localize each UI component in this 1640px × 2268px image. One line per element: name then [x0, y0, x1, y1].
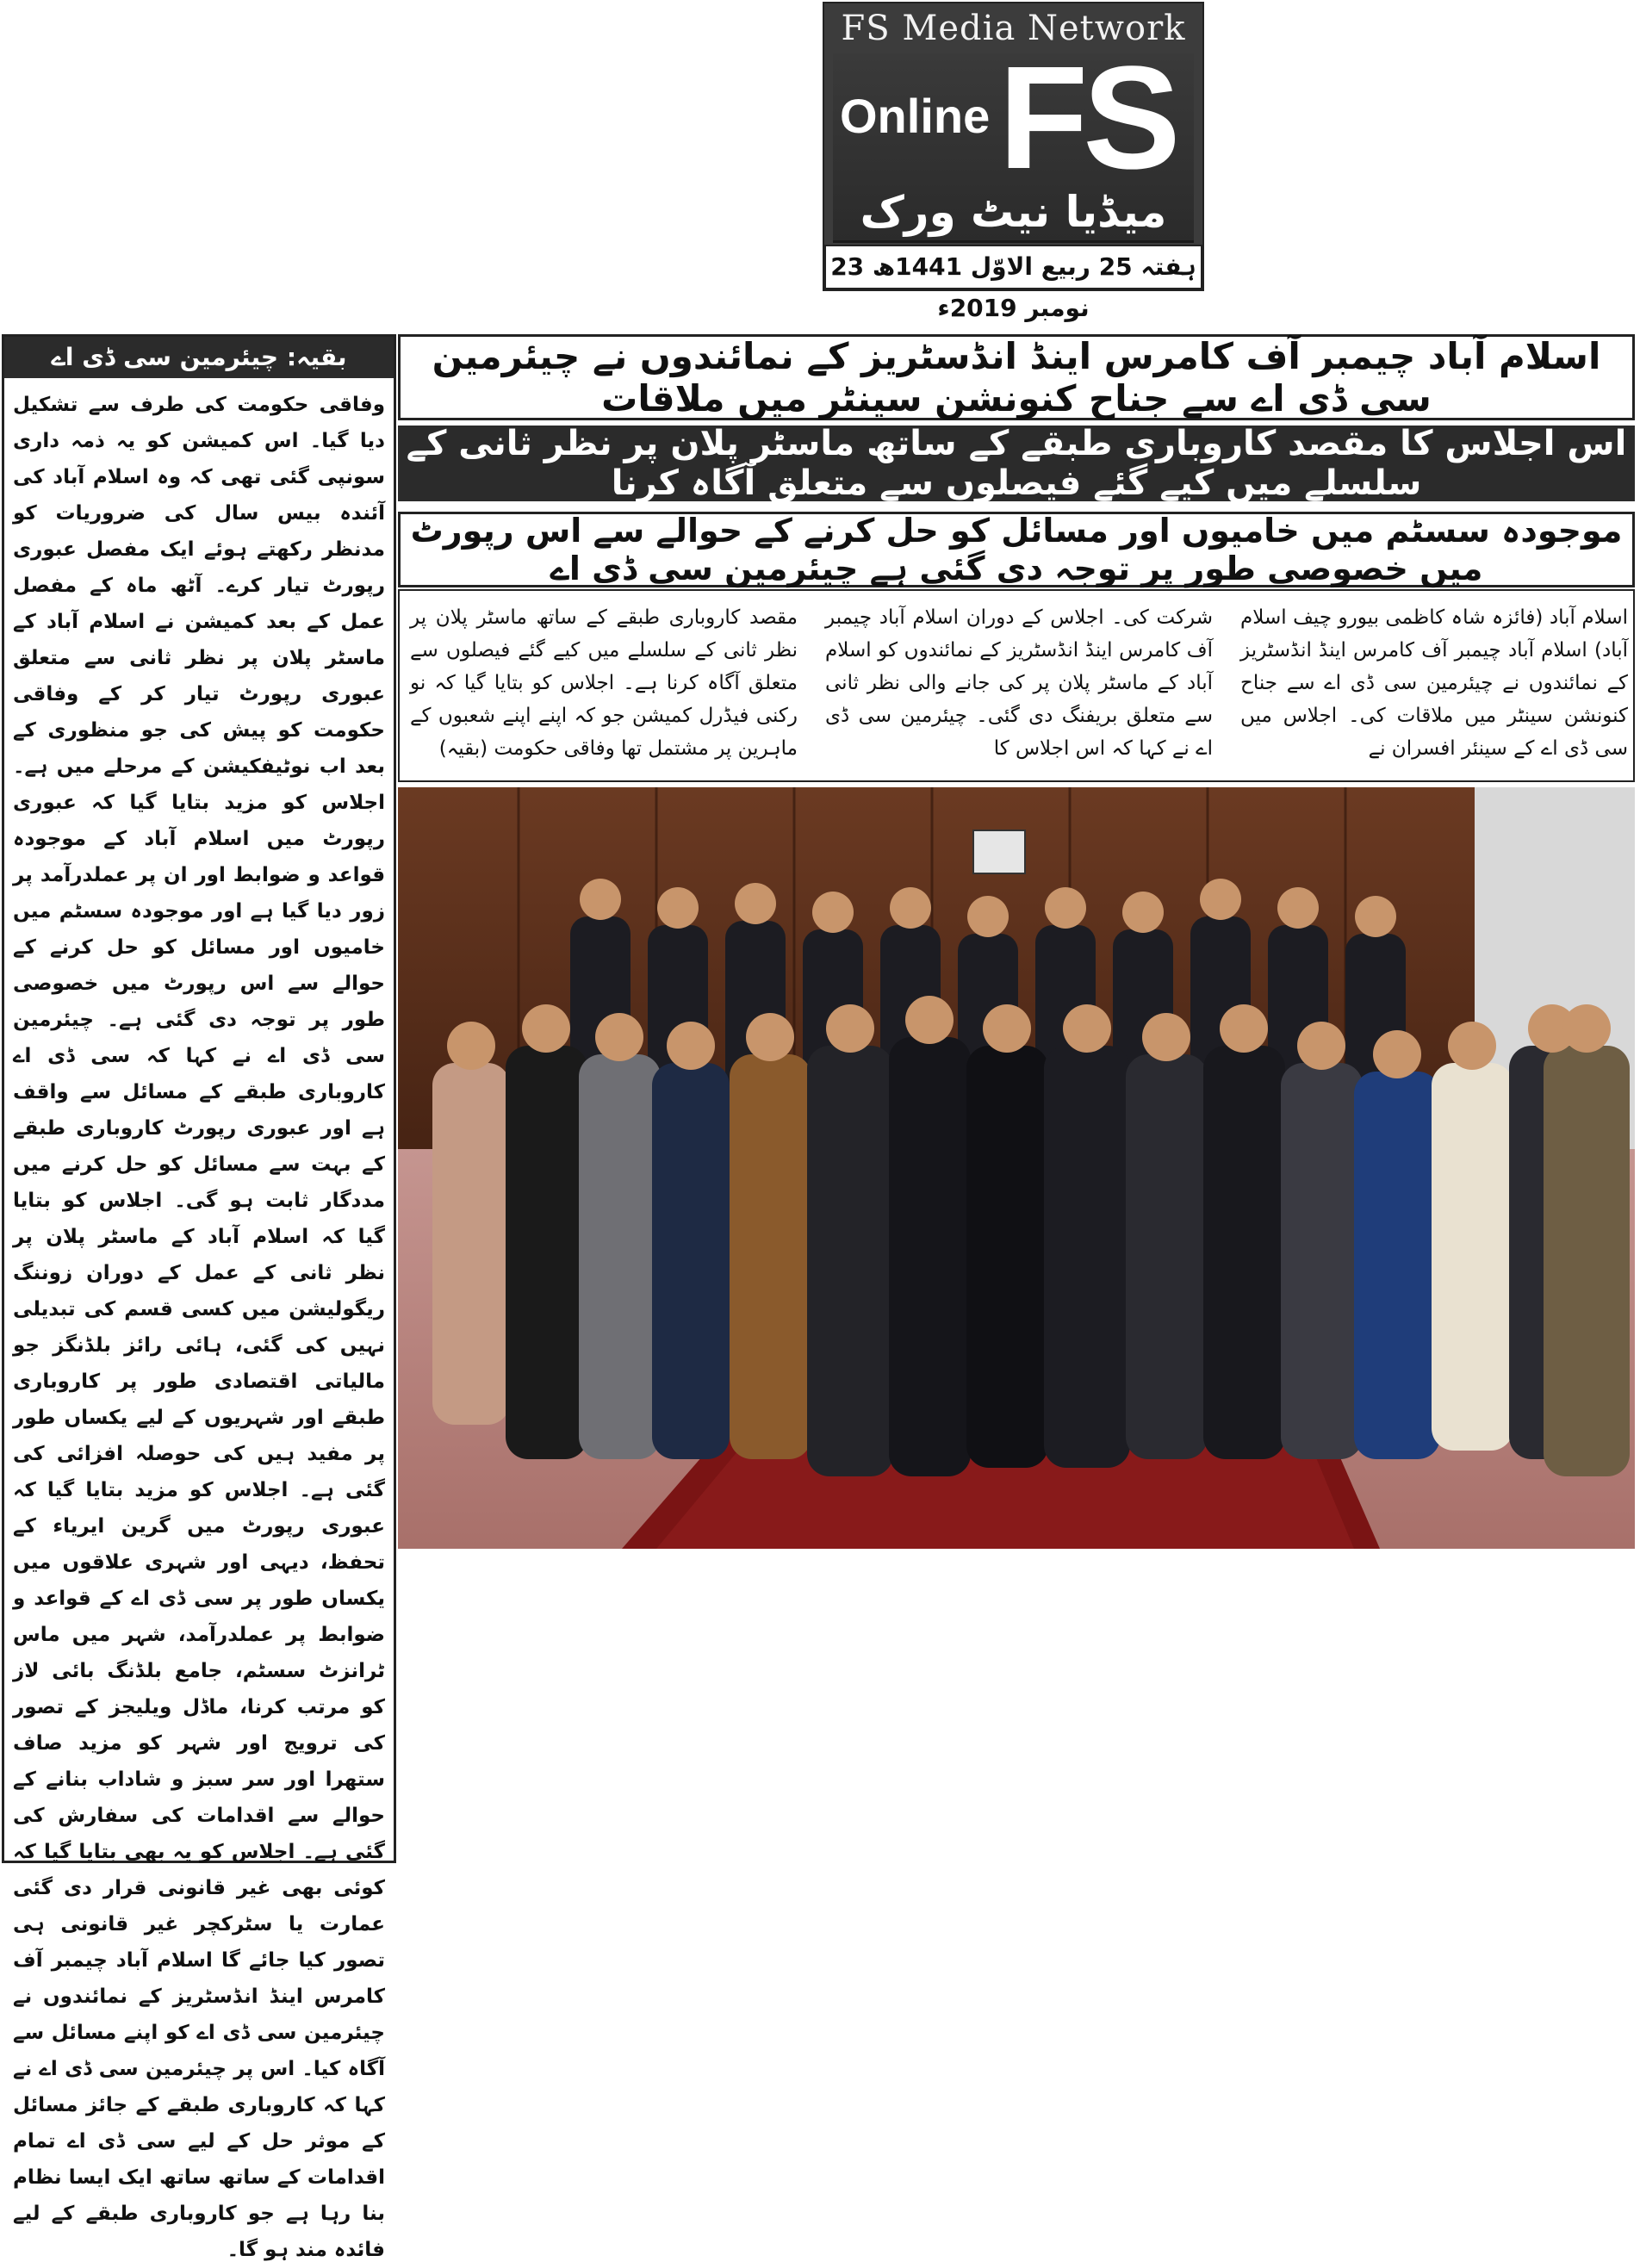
masthead: [823, 2, 1204, 322]
continuation-title: بقیہ: چیئرمین سی ڈی اے: [4, 337, 394, 378]
headline-main: اسلام آباد چیمبر آف کامرس اینڈ انڈسٹریز کے نمائندوں نے چیئرمین سی ڈی اے سے جناح کنونشن سینٹر میں ملاقات: [398, 334, 1635, 420]
headline-sub: اس اجلاس کا مقصد کاروباری طبقے کے ساتھ ماسٹر پلان پر نظر ثانی کے سلسلے میں کیے گئے فیصلوں سے متعلق آگاہ کرنا: [398, 426, 1635, 501]
masthead-fs-logo: FS: [998, 36, 1176, 200]
continuation-text: وفاقی حکومت کی طرف سے تشکیل دیا گیا۔ اس کمیشن کو یہ ذمہ داری سونپی گئی تھی کہ وہ اسلام آباد کی آئندہ بیس سال کی ضروریات کو مدنظر رکھتے ہوئے ایک مفصل عبوری رپورٹ تیار کرے۔ آٹھ ماہ کے مفصل عمل کے بعد کمیشن نے اسلام آباد کے ماسٹر پلان پر نظر ثانی سے متعلق عبوری رپورٹ تیار کر کے وفاقی حکومت کو پیش کی جو منظوری کے بعد اب نوٹیفکیشن کے مرحلے میں ہے۔ اجلاس کو مزید بتایا گیا کہ عبوری رپورٹ میں اسلام آباد کے موجودہ قواعد و ضوابط اور ان پر عملدرآمد پر زور دیا گیا ہے اور موجودہ سسٹم میں خامیوں اور مسائل کو حل کرنے کے حوالے سے اس رپورٹ میں خصوصی طور پر توجہ دی گئی ہے۔ چیئرمین سی ڈی اے نے کہا کہ سی ڈی اے کاروباری طبقے کے مسائل سے واقف ہے اور عبوری رپورٹ کاروباری طبقے کے بہت سے مسائل کو حل کرنے میں مددگار ثابت ہو گی۔ اجلاس کو بتایا گیا کہ اسلام آباد کے ماسٹر پلان پر نظر ثانی کے عمل کے دوران زوننگ ریگولیشن میں کسی قسم کی تبدیلی نہیں کی گئی، ہائی رائز بلڈنگز جو مالیاتی اقتصادی طور پر کاروباری طبقے اور شہریوں کے لیے یکساں طور پر مفید ہیں کی حوصلہ افزائی کی گئی ہے۔ اجلاس کو مزید بتایا گیا کہ عبوری رپورٹ میں گرین ایریاء کے تحفظ، دیہی اور شہری علاقوں میں یکساں طور پر سی ڈی اے کے قواعد و ضوابط پر عملدرآمد، شہر میں ماس ٹرانزٹ سسٹم، جامع بلڈنگ بائی لاز کو مرتب کرنا، ماڈل ویلیجز کے تصور کی ترویج اور شہر کو مزید صاف ستھرا اور سر سبز و شاداب بنانے کے حوالے سے اقدامات کی سفارش کی گئی ہے۔ اجلاس کو یہ بھی بتایا گیا کہ کوئی بھی غیر قانونی قرار دی گئی عمارت یا سٹرکچر غیر قانونی ہی تصور کیا جائے گا اسلام آباد چیمبر آف کامرس اینڈ انڈسٹریز کے نمائندوں نے چیئرمین سی ڈی اے کو اپنے مسائل سے آگاہ کیا۔ اس پر چیئرمین سی ڈی اے نے کہا کہ کاروباری طبقے کے جائز مسائل کے موثر حل کے لیے سی ڈی اے تمام اقدامات کے ساتھ ساتھ ایک ایسا نظام بنا رہا ہے جو کاروباری طبقے کے لیے فائدہ مند ہو گا۔: [13, 394, 385, 2261]
article-column-1: اسلام آباد (فائزہ شاہ کاظمی بیورو چیف اسلام آباد) اسلام آباد چیمبر آف کامرس اینڈ انڈسٹریز کے نمائندوں نے چیئرمین سی ڈی اے سے جناح کنونشن سینٹر میں ملاقات کی۔ اجلاس میں سی ڈی اے کے سینئر افسران نے: [1240, 606, 1628, 760]
group-photo-illustration: [398, 787, 1635, 1549]
article-column-2: شرکت کی۔ اجلاس کے دوران اسلام آباد چیمبر آف کامرس اینڈ انڈسٹریز کے نمائندوں کو اسلام آباد کے ماسٹر پلان پر کی جانے والی نظر ثانی سے متعلق بریفنگ دی گئی۔ چیئرمین سی ڈی اے نے کہا کہ اس اجلاس کا: [825, 606, 1213, 760]
masthead-urdu-name: میڈیا نیٹ ورک: [860, 187, 1167, 237]
headline-quote: موجودہ سسٹم میں خامیوں اور مسائل کو حل کرنے کے حوالے سے اس رپورٹ میں خصوصی طور پر توجہ دی گئی ہے چیئرمین سی ڈی اے: [398, 512, 1635, 587]
masthead-logo-panel: [833, 36, 1194, 243]
masthead-date: ہفتہ 25 ربیع الاوّل 1441ھ 23 نومبر 2019ء: [824, 245, 1202, 289]
masthead-network-name: FS Media Network: [841, 9, 1186, 48]
masthead-online-label: Online: [840, 89, 991, 143]
article-column-3: مقصد کاروباری طبقے کے ساتھ ماسٹر پلان پر نظر ثانی کے سلسلے میں کیے گئے فیصلوں سے متعلق آگاہ کرنا ہے۔ اجلاس کو بتایا گیا کہ نو رکنی فیڈرل کمیشن جو کہ اپنے اپنے شعبوں کے ماہرین پر مشتمل تھا وفاقی حکومت (بقیہ): [410, 606, 798, 760]
group-photo: [398, 787, 1635, 1549]
article-body: [398, 589, 1635, 782]
continuation-column: [2, 334, 396, 2261]
